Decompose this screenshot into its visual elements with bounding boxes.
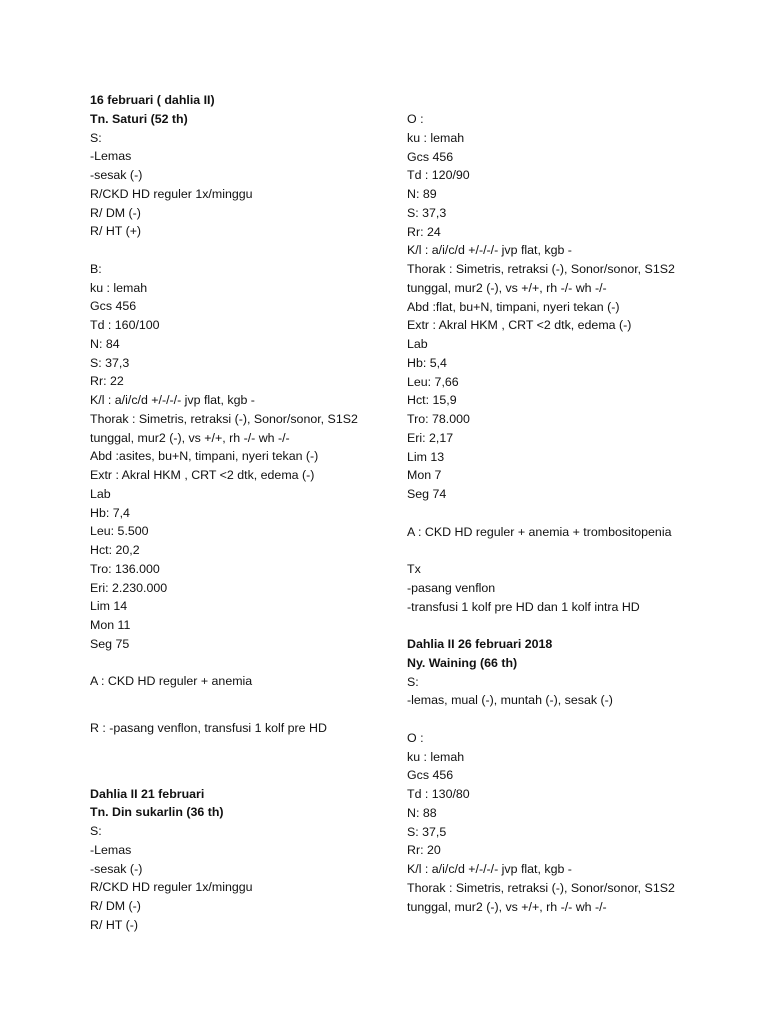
text-line: -Lemas [90, 842, 132, 857]
text-line: Tx [407, 562, 421, 576]
text-line: Abd :flat, bu+N, timpani, nyeri tekan (-) [407, 299, 620, 314]
left-column [90, 91, 410, 935]
text-line: Extr : Akral HKM , CRT <2 dtk, edema (-) [407, 318, 632, 333]
text-line: R/ HT (-) [90, 917, 138, 932]
text-line: Td : 120/90 [407, 168, 470, 183]
text-line: ku : lemah [407, 749, 465, 764]
text-line: tunggal, mur2 (-), vs +/+, rh -/- wh -/- [407, 280, 607, 295]
heading-line: 16 februari ( dahlia II) [90, 93, 215, 107]
text-line: Tro: 78.000 [407, 412, 470, 426]
text-line: K/l : a/i/c/d +/-/-/- jvp flat, kgb - [90, 393, 255, 407]
text-line: tunggal, mur2 (-), vs +/+, rh -/- wh -/- [90, 430, 290, 445]
text-line: Lab [90, 486, 111, 501]
text-line: R/ DM (-) [90, 899, 141, 913]
text-line: Seg 75 [90, 636, 130, 651]
text-line: -Lemas [90, 149, 132, 164]
text-line: R/CKD HD reguler 1x/minggu [90, 880, 253, 895]
text-line: Hb: 5,4 [407, 355, 447, 370]
text-line: S: [90, 130, 102, 145]
text-line: ku : lemah [407, 130, 465, 145]
text-line: N: 84 [90, 336, 120, 351]
text-line: -transfusi 1 kolf pre HD dan 1 kolf intra HD [407, 599, 640, 614]
text-line: R/ DM (-) [90, 205, 141, 220]
text-line: Hb: 7,4 [90, 505, 130, 520]
text-line: Eri: 2,17 [407, 430, 454, 445]
text-line: Gcs 456 [90, 299, 137, 314]
blank-line [407, 710, 737, 729]
text-line: Lim 13 [407, 449, 445, 464]
text-line: Hct: 15,9 [407, 393, 457, 408]
text-line: Eri: 2.230.000 [90, 580, 168, 595]
text-line: Gcs 456 [407, 768, 454, 783]
text-line: O : [407, 730, 424, 745]
blank-line [90, 241, 410, 260]
text-line: K/l : a/i/c/d +/-/-/- jvp flat, kgb - [407, 862, 572, 876]
text-line: Leu: 5.500 [90, 524, 149, 539]
text-line: Td : 130/80 [407, 787, 470, 801]
text-line: Lim 14 [90, 599, 128, 614]
text-line: Abd :asites, bu+N, timpani, nyeri tekan (-) [90, 449, 319, 464]
text-line: Gcs 456 [407, 149, 454, 164]
blank-line [407, 616, 737, 635]
text-line: N: 88 [407, 805, 437, 820]
blank-line [407, 504, 737, 523]
heading-line: Dahlia II 21 februari [90, 786, 205, 801]
right-column [407, 110, 737, 916]
text-line: B: [90, 261, 102, 276]
text-line: Rr: 22 [90, 374, 124, 389]
text-line: Rr: 20 [407, 843, 441, 858]
text-line: S: 37,5 [407, 824, 447, 839]
text-line: A : CKD HD reguler + anemia [90, 674, 253, 689]
text-line: Hct: 20,2 [90, 543, 140, 557]
text-line: Mon 11 [90, 618, 131, 632]
text-line: K/l : a/i/c/d +/-/-/- jvp flat, kgb - [407, 243, 572, 258]
text-line: -sesak (-) [90, 861, 143, 876]
blank-line [90, 691, 410, 719]
text-line: Rr: 24 [407, 224, 441, 239]
text-line: Leu: 7,66 [407, 374, 459, 389]
text-line: Lab [407, 337, 428, 351]
text-line: S: [407, 674, 419, 689]
text-line: Seg 74 [407, 487, 447, 501]
text-line: Thorak : Simetris, retraksi (-), Sonor/sonor, S1S2 [407, 262, 675, 276]
text-line: -sesak (-) [90, 168, 143, 182]
text-line: ku : lemah [90, 280, 148, 295]
text-line: Thorak : Simetris, retraksi (-), Sonor/sonor, S1S2 [90, 411, 358, 426]
text-line: S: [90, 824, 102, 838]
heading-line: Tn. Din sukarlin (36 th) [90, 805, 224, 820]
text-line: Mon 7 [407, 468, 442, 483]
blank-line [90, 757, 410, 785]
heading-line: Tn. Saturi (52 th) [90, 111, 188, 126]
text-line: S: 37,3 [407, 205, 447, 220]
text-line: S: 37,3 [90, 355, 130, 370]
blank-line [407, 541, 737, 560]
blank-line [90, 738, 410, 757]
text-line: Extr : Akral HKM , CRT <2 dtk, edema (-) [90, 468, 315, 482]
heading-line: Dahlia II 26 februari 2018 [407, 637, 553, 651]
text-line: tunggal, mur2 (-), vs +/+, rh -/- wh -/- [407, 899, 607, 914]
text-line: -pasang venflon [407, 580, 496, 595]
text-line: R/CKD HD reguler 1x/minggu [90, 186, 253, 201]
text-line: O : [407, 112, 424, 126]
text-line: R/ HT (+) [90, 224, 142, 239]
text-line: N: 89 [407, 187, 437, 201]
text-line: Tro: 136.000 [90, 561, 160, 576]
text-line: A : CKD HD reguler + anemia + trombositopenia [407, 524, 672, 539]
text-line: R : -pasang venflon, transfusi 1 kolf pre HD [90, 721, 327, 735]
text-line: -lemas, mual (-), muntah (-), sesak (-) [407, 693, 613, 708]
text-line: Td : 160/100 [90, 318, 160, 332]
heading-line: Ny. Waining (66 th) [407, 655, 518, 670]
blank-line [90, 654, 410, 673]
text-line: Thorak : Simetris, retraksi (-), Sonor/sonor, S1S2 [407, 880, 675, 895]
